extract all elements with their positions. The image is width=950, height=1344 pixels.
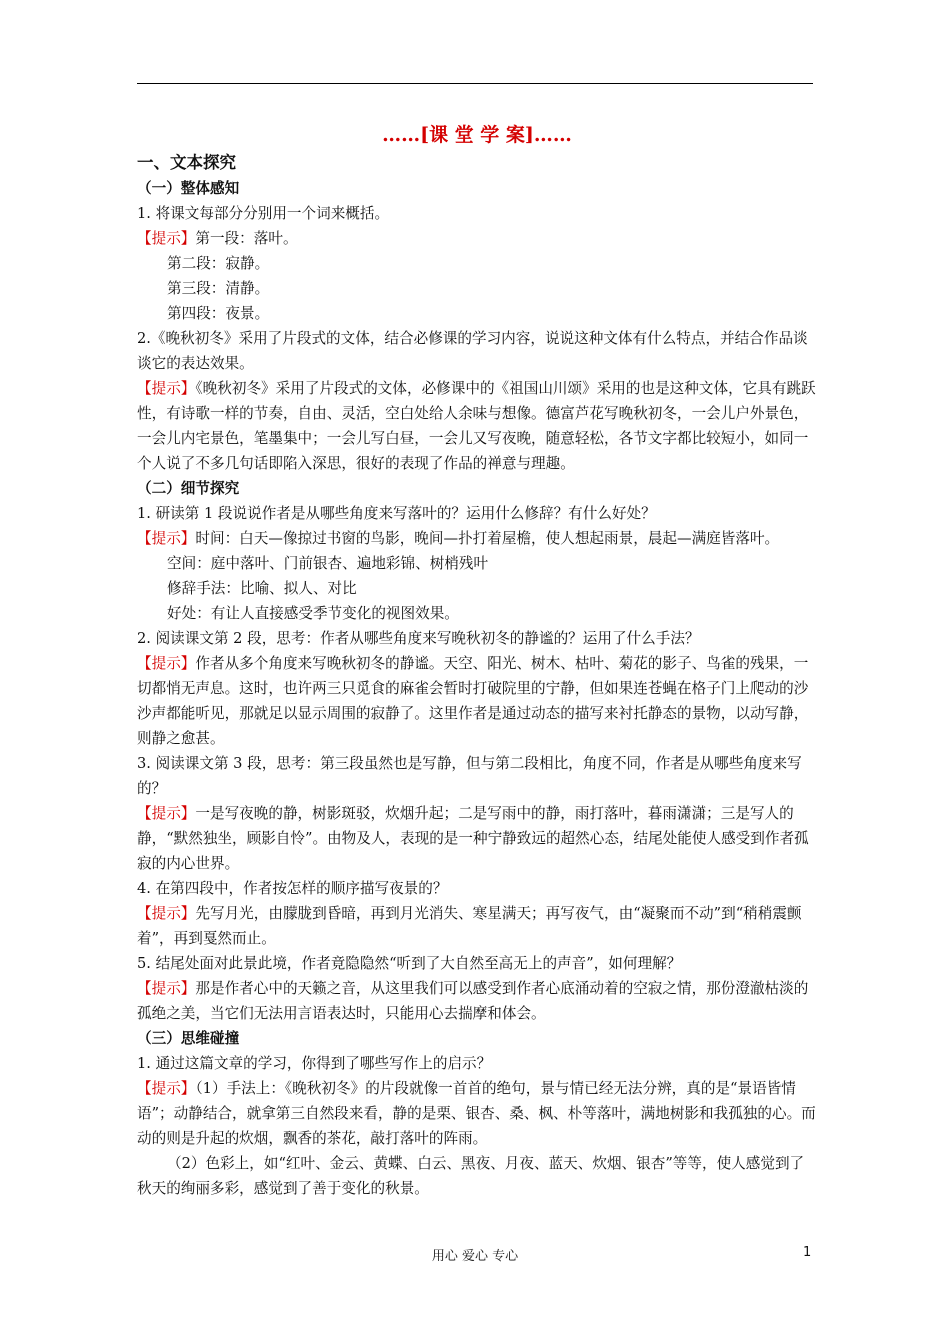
answer-line: 第四段：夜景。 (167, 305, 270, 322)
document-body (137, 122, 817, 1201)
subsection-heading: （三）思维碰撞 (137, 1030, 240, 1047)
tip-label: 【提示】 (137, 655, 196, 672)
question: 4. 在第四段中，作者按怎样的顺序描写夜景的？ (137, 880, 448, 897)
answer-line: 修辞手法：比喻、拟人、对比 (167, 580, 357, 597)
answer: 【提示】那是作者心中的天籁之音，从这里我们可以感受到作者心底涌动着的空寂之情，那份澄澈枯淡的孤绝之美，当它们无法用言语表达时，只能用心去揣摩和体会。 (137, 980, 809, 1022)
question: 5. 结尾处面对此景此境，作者竟隐隐然“听到了大自然至高无上的声音”，如何理解？ (137, 955, 682, 972)
answer: 【提示】《晚秋初冬》采用了片段式的文体，必修课中的《祖国山川颂》采用的也是这种文体，它具有跳跃性，有诗歌一样的节奏，自由、灵活，空白处给人余味与想像。德富芦花写晚秋初冬，一会儿户外景色，一会儿内宅景色，笔墨集中；一会儿写白昼，一会儿又写夜晚，随意轻松，各节文字都比较短小，如同一个人说了不多几句话即陷入深思，很好的表现了作品的禅意与理趣。 (137, 380, 816, 472)
answer: 【提示】第一段：落叶。 (137, 230, 298, 247)
page-title: ……[课 堂 学 案]…… (382, 124, 572, 146)
answer-line: 第二段：寂静。 (167, 255, 270, 272)
question: 1. 将课文每部分分别用一个词来概括。 (137, 205, 390, 222)
question: 1. 研读第 1 段说说作者是从哪些角度来写落叶的？运用什么修辞？有什么好处？ (137, 505, 656, 522)
question: 1. 通过这篇文章的学习，你得到了哪些写作上的启示？ (137, 1055, 492, 1072)
answer: 【提示】一是写夜晚的静，树影斑驳，炊烟升起；二是写雨中的静，雨打落叶，暮雨潇潇；三是写人的静，“默然独坐，顾影自怜”。由物及人，表现的是一种宁静致远的超然心态，结尾处能使人感受到作者孤寂的内心世界。 (137, 805, 809, 872)
question: 2.《晚秋初冬》采用了片段式的文体，结合必修课的学习内容，说说这种文体有什么特点，并结合作品谈谈它的表达效果。 (137, 330, 808, 372)
page-footer: 用心 爱心 专心 (431, 1249, 519, 1264)
tip-label: 【提示】 (137, 980, 196, 997)
answer: 【提示】先写月光，由朦胧到昏暗，再到月光消失、寒星满天；再写夜气，由“凝聚而不动”到“稍稍震颤着”，再到戛然而止。 (137, 905, 802, 947)
tip-label: 【提示】 (137, 530, 196, 547)
answer-line: 第三段：清静。 (167, 280, 270, 297)
answer: 【提示】作者从多个角度来写晚秋初冬的静谧。天空、阳光、树木、枯叶、菊花的影子、鸟雀的残果，一切都悄无声息。这时，也许两三只觅食的麻雀会暂时打破院里的宁静，但如果连苍蝇在格子门上爬动的沙沙声都能听见，那就足以显示周围的寂静了。这里作者是通过动态的描写来衬托静态的景物，以动写静，则静之愈甚。 (137, 655, 809, 747)
answer-line: 好处：有让人直接感受季节变化的视图效果。 (167, 605, 459, 622)
subsection-heading: （二）细节探究 (137, 480, 240, 497)
section-heading: 一、文本探究 (137, 153, 236, 172)
tip-label: 【提示】 (137, 380, 196, 397)
tip-label: 【提示】 (137, 1080, 196, 1097)
page-number: 1 (803, 1245, 812, 1260)
header-rule (137, 83, 813, 84)
tip-label: 【提示】 (137, 230, 196, 247)
answer-paragraph: （2）色彩上，如“红叶、金云、黄蝶、白云、黑夜、月夜、蓝天、炊烟、银杏”等等，使人感觉到了秋天的绚丽多彩，感觉到了善于变化的秋景。 (137, 1155, 805, 1197)
tip-label: 【提示】 (137, 905, 196, 922)
tip-label: 【提示】 (137, 805, 196, 822)
subsection-heading: （一）整体感知 (137, 180, 240, 197)
answer: 【提示】时间：白天—像掠过书窗的鸟影，晚间—扑打着屋檐，使人想起雨景，晨起—满庭皆落叶。 (137, 530, 780, 547)
question: 2. 阅读课文第 2 段，思考：作者从哪些角度来写晚秋初冬的静谧的？运用了什么手法？ (137, 630, 700, 647)
answer: 【提示】（1）手法上：《晚秋初冬》的片段就像一首首的绝句，景与情已经无法分辨，真的是“景语皆情语”；动静结合，就拿第三自然段来看，静的是栗、银杏、桑、枫、朴等落叶，满地树影和我孤独的心。而动的则是升起的炊烟，飘香的茶花，敲打落叶的阵雨。 (137, 1080, 816, 1147)
question: 3. 阅读课文第 3 段，思考：第三段虽然也是写静，但与第二段相比，角度不同，作者是从哪些角度来写的？ (137, 755, 802, 797)
answer-line: 空间：庭中落叶、门前银杏、遍地彩锦、树梢残叶 (167, 555, 489, 572)
